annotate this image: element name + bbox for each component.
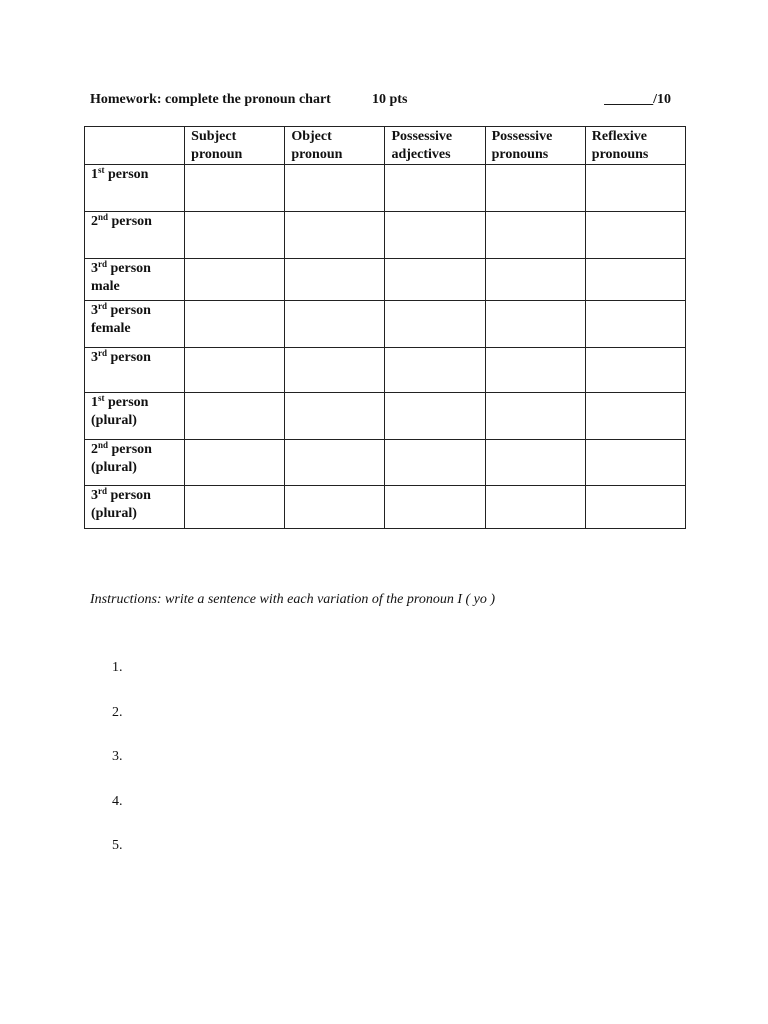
table-row: [85, 212, 686, 259]
answer-cell[interactable]: [385, 486, 485, 529]
answer-cell[interactable]: [585, 486, 685, 529]
answer-cell[interactable]: [485, 212, 585, 259]
answer-cell[interactable]: [385, 165, 485, 212]
answer-cell[interactable]: [385, 212, 485, 259]
answer-cell[interactable]: [485, 486, 585, 529]
answer-cell[interactable]: [185, 165, 285, 212]
column-header: Subject pronoun: [185, 127, 285, 165]
answer-cell[interactable]: [285, 348, 385, 393]
list-item: 1.: [112, 660, 123, 675]
table-row: [85, 165, 686, 212]
answer-cell[interactable]: [485, 259, 585, 301]
column-header: Object pronoun: [285, 127, 385, 165]
answer-cell[interactable]: [285, 259, 385, 301]
row-header: 3rd person female: [85, 301, 185, 348]
answer-cell[interactable]: [285, 393, 385, 440]
answer-cell[interactable]: [585, 212, 685, 259]
answer-cell[interactable]: [585, 348, 685, 393]
column-header: Possessive pronouns: [485, 127, 585, 165]
answer-cell[interactable]: [385, 348, 485, 393]
answer-cell[interactable]: [185, 486, 285, 529]
table-row: [85, 486, 686, 529]
answer-cell[interactable]: [385, 301, 485, 348]
answer-cell[interactable]: [485, 348, 585, 393]
row-header: 2nd person: [85, 212, 185, 259]
pronoun-chart-table: [84, 126, 686, 529]
row-header: 3rd person male: [85, 259, 185, 301]
answer-cell[interactable]: [185, 348, 285, 393]
answer-cell[interactable]: [585, 440, 685, 486]
answer-cell[interactable]: [585, 393, 685, 440]
answer-cell[interactable]: [185, 440, 285, 486]
points-label: 10 pts: [372, 92, 408, 107]
worksheet-title: Homework: complete the pronoun chart: [90, 92, 331, 107]
list-item: 5.: [112, 838, 123, 853]
answer-cell[interactable]: [485, 301, 585, 348]
list-item: 2.: [112, 704, 123, 720]
column-header: Reflexive pronouns: [585, 127, 685, 165]
answer-cell[interactable]: [585, 259, 685, 301]
table-header-row: [85, 127, 686, 165]
answer-cell[interactable]: [185, 301, 285, 348]
answer-cell[interactable]: [285, 301, 385, 348]
list-item: 3.: [112, 749, 123, 764]
table-row: [85, 440, 686, 486]
row-header: 2nd person (plural): [85, 440, 185, 486]
corner-cell: [85, 127, 185, 165]
answer-cell[interactable]: [285, 440, 385, 486]
answer-cell[interactable]: [485, 440, 585, 486]
answer-cell[interactable]: [485, 165, 585, 212]
answer-cell[interactable]: [285, 165, 385, 212]
answer-cell[interactable]: [185, 259, 285, 301]
answer-cell[interactable]: [285, 486, 385, 529]
table-row: [85, 348, 686, 393]
sentence-list: [112, 659, 123, 882]
table-row: [85, 301, 686, 348]
answer-cell[interactable]: [385, 393, 485, 440]
answer-cell[interactable]: [385, 259, 485, 301]
table-row: [85, 259, 686, 301]
instructions-text: Instructions: write a sentence with each variation of the pronoun I ( yo ): [90, 592, 496, 607]
answer-cell[interactable]: [285, 212, 385, 259]
column-header: Possessive adjectives: [385, 127, 485, 165]
answer-cell[interactable]: [185, 212, 285, 259]
row-header: 3rd person (plural): [85, 486, 185, 529]
row-header: 1st person (plural): [85, 393, 185, 440]
score-blank: _______/10: [604, 92, 671, 107]
worksheet-header: [90, 92, 680, 112]
answer-cell[interactable]: [385, 440, 485, 486]
list-item: 4.: [112, 793, 123, 809]
answer-cell[interactable]: [585, 301, 685, 348]
row-header: 3rd person: [85, 348, 185, 393]
answer-cell[interactable]: [485, 393, 585, 440]
row-header: 1st person: [85, 165, 185, 212]
table-row: [85, 393, 686, 440]
answer-cell[interactable]: [185, 393, 285, 440]
answer-cell[interactable]: [585, 165, 685, 212]
